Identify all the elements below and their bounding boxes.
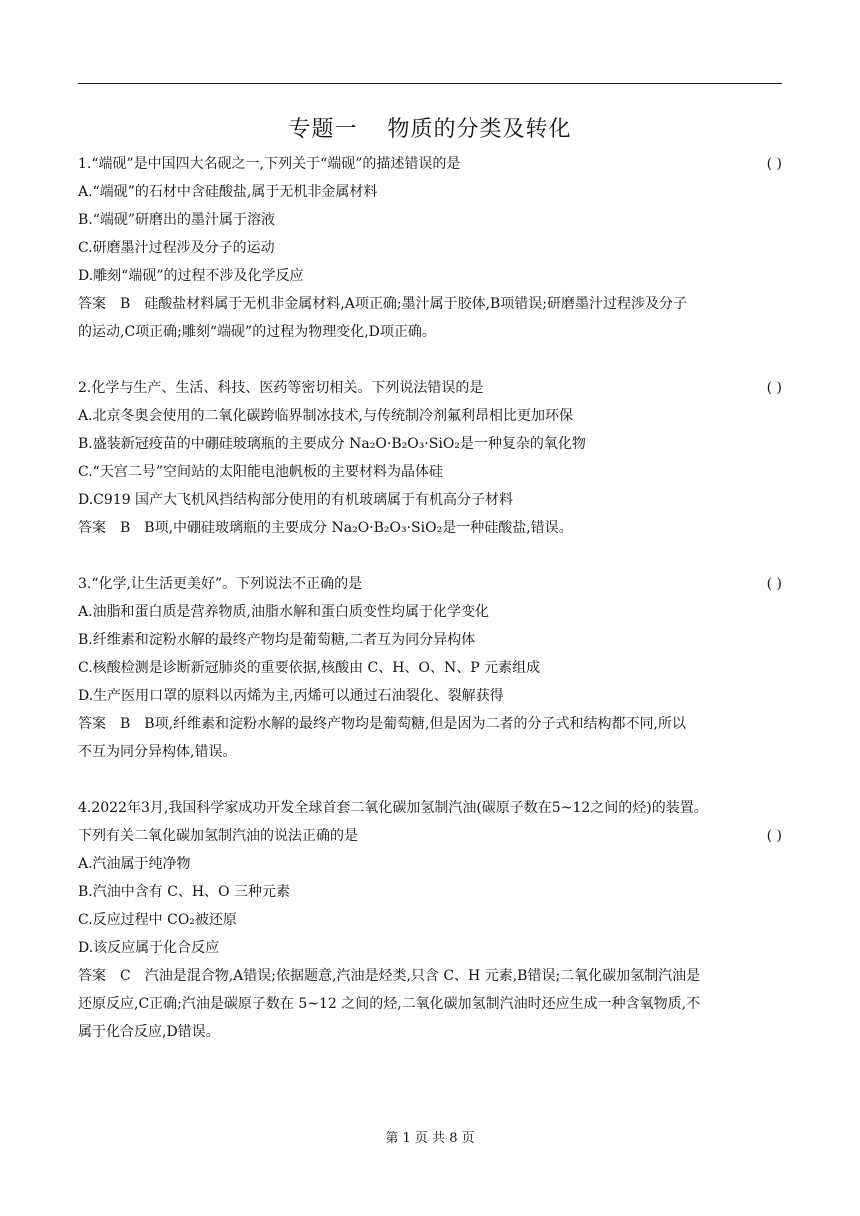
stem-text: 4.2022年3月,我国科学家成功开发全球首套二氧化碳加氢制汽油(碳原子数在5~12之间的烃)的装置。 bbox=[78, 800, 708, 816]
option-a: A.“端砚”的石材中含硅酸盐,属于无机非金属材料 bbox=[78, 184, 378, 200]
option-d: D.雕刻“端砚”的过程不涉及化学反应 bbox=[78, 268, 304, 284]
stem-text: 下列有关二氧化碳加氢制汽油的说法正确的是 bbox=[78, 828, 358, 844]
answer-explanation bbox=[78, 990, 782, 1018]
page-footer: 第 1 页 共 8 页 bbox=[385, 1131, 475, 1146]
question-stem bbox=[78, 794, 782, 822]
option-d: D.该反应属于化合反应 bbox=[78, 940, 220, 956]
page-title bbox=[0, 112, 860, 143]
answer-bracket: ( ) bbox=[766, 576, 782, 592]
answer-bracket: ( ) bbox=[766, 828, 782, 844]
question-stem bbox=[78, 822, 782, 850]
answer-label: 答案 bbox=[78, 520, 106, 536]
explanation-text: 还原反应,C正确;汽油是碳原子数在 5~12 之间的烃,二氧化碳加氢制汽油时还应生成一种含氧物质,不 bbox=[78, 996, 701, 1012]
explanation-text: 汽油是混合物,A错误;依据题意,汽油是烃类,只含 C、H 元素,B错误;二氧化碳加氢制汽油是 bbox=[144, 968, 701, 984]
question-stem bbox=[78, 374, 782, 402]
question-block bbox=[78, 150, 782, 346]
option-a: A.汽油属于纯净物 bbox=[78, 856, 191, 872]
question-block bbox=[78, 374, 782, 542]
answer-key: C bbox=[120, 968, 131, 984]
explanation-text: 的运动,C项正确;雕刻“端砚”的过程为物理变化,D项正确。 bbox=[78, 324, 436, 340]
header-rule bbox=[78, 83, 782, 84]
option-b: B.“端砚”研磨出的墨汁属于溶液 bbox=[78, 212, 276, 228]
answer-label: 答案 bbox=[78, 968, 106, 984]
title-right: 物质的分类及转化 bbox=[387, 117, 572, 142]
option-a: A.油脂和蛋白质是营养物质,油脂水解和蛋白质变性均属于化学变化 bbox=[78, 604, 490, 620]
title-left: 专题一 bbox=[288, 117, 358, 142]
explanation-text: 不互为同分异构体,错误。 bbox=[78, 744, 237, 760]
answer-bracket: ( ) bbox=[766, 380, 782, 396]
stem-text: 2.化学与生产、生活、科技、医药等密切相关。下列说法错误的是 bbox=[78, 380, 484, 396]
option-d: D.C919 国产大飞机风挡结构部分使用的有机玻璃属于有机高分子材料 bbox=[78, 492, 514, 508]
answer-explanation bbox=[78, 1018, 782, 1046]
option-b: B.盛装新冠疫苗的中硼硅玻璃瓶的主要成分 Na₂O·B₂O₃·SiO₂是一种复杂的氧化物 bbox=[78, 436, 586, 452]
explanation-text: 硅酸盐材料属于无机非金属材料,A项正确;墨汁属于胶体,B项错误;研磨墨汁过程涉及分子 bbox=[144, 296, 688, 312]
stem-text: 3.“化学,让生活更美好”。下列说法不正确的是 bbox=[78, 576, 363, 592]
question-stem bbox=[78, 570, 782, 598]
option-c: C.研磨墨汁过程涉及分子的运动 bbox=[78, 240, 275, 256]
question-block bbox=[78, 570, 782, 766]
option-c: C.核酸检测是诊断新冠肺炎的重要依据,核酸由 C、H、O、N、P 元素组成 bbox=[78, 660, 541, 676]
answer-explanation bbox=[78, 290, 782, 318]
answer-explanation bbox=[78, 514, 782, 542]
explanation-text: B项,中硼硅玻璃瓶的主要成分 Na₂O·B₂O₃·SiO₂是一种硅酸盐,错误。 bbox=[144, 520, 573, 536]
question-stem bbox=[78, 150, 782, 178]
answer-label: 答案 bbox=[78, 716, 106, 732]
answer-explanation bbox=[78, 738, 782, 766]
explanation-text: B项,纤维素和淀粉水解的最终产物均是葡萄糖,但是因为二者的分子式和结构都不同,所以 bbox=[144, 716, 686, 732]
answer-key: B bbox=[120, 716, 131, 732]
option-a: A.北京冬奥会使用的二氧化碳跨临界制冰技术,与传统制冷剂氟利昂相比更加环保 bbox=[78, 408, 574, 424]
question-list bbox=[78, 150, 782, 1046]
option-c: C.“天宫二号”空间站的太阳能电池帆板的主要材料为晶体硅 bbox=[78, 464, 443, 480]
option-b: B.汽油中含有 C、H、O 三种元素 bbox=[78, 884, 291, 900]
answer-explanation bbox=[78, 318, 782, 346]
answer-explanation bbox=[78, 962, 782, 990]
answer-bracket: ( ) bbox=[766, 156, 782, 172]
question-block bbox=[78, 794, 782, 1046]
option-c: C.反应过程中 CO₂被还原 bbox=[78, 912, 237, 928]
answer-key: B bbox=[120, 520, 131, 536]
option-d: D.生产医用口罩的原料以丙烯为主,丙烯可以通过石油裂化、裂解获得 bbox=[78, 688, 504, 704]
answer-key: B bbox=[120, 296, 131, 312]
answer-explanation bbox=[78, 710, 782, 738]
answer-label: 答案 bbox=[78, 296, 106, 312]
explanation-text: 属于化合反应,D错误。 bbox=[78, 1024, 220, 1040]
option-b: B.纤维素和淀粉水解的最终产物均是葡萄糖,二者互为同分异构体 bbox=[78, 632, 476, 648]
stem-text: 1.“端砚”是中国四大名砚之一,下列关于“端砚”的描述错误的是 bbox=[78, 156, 461, 172]
